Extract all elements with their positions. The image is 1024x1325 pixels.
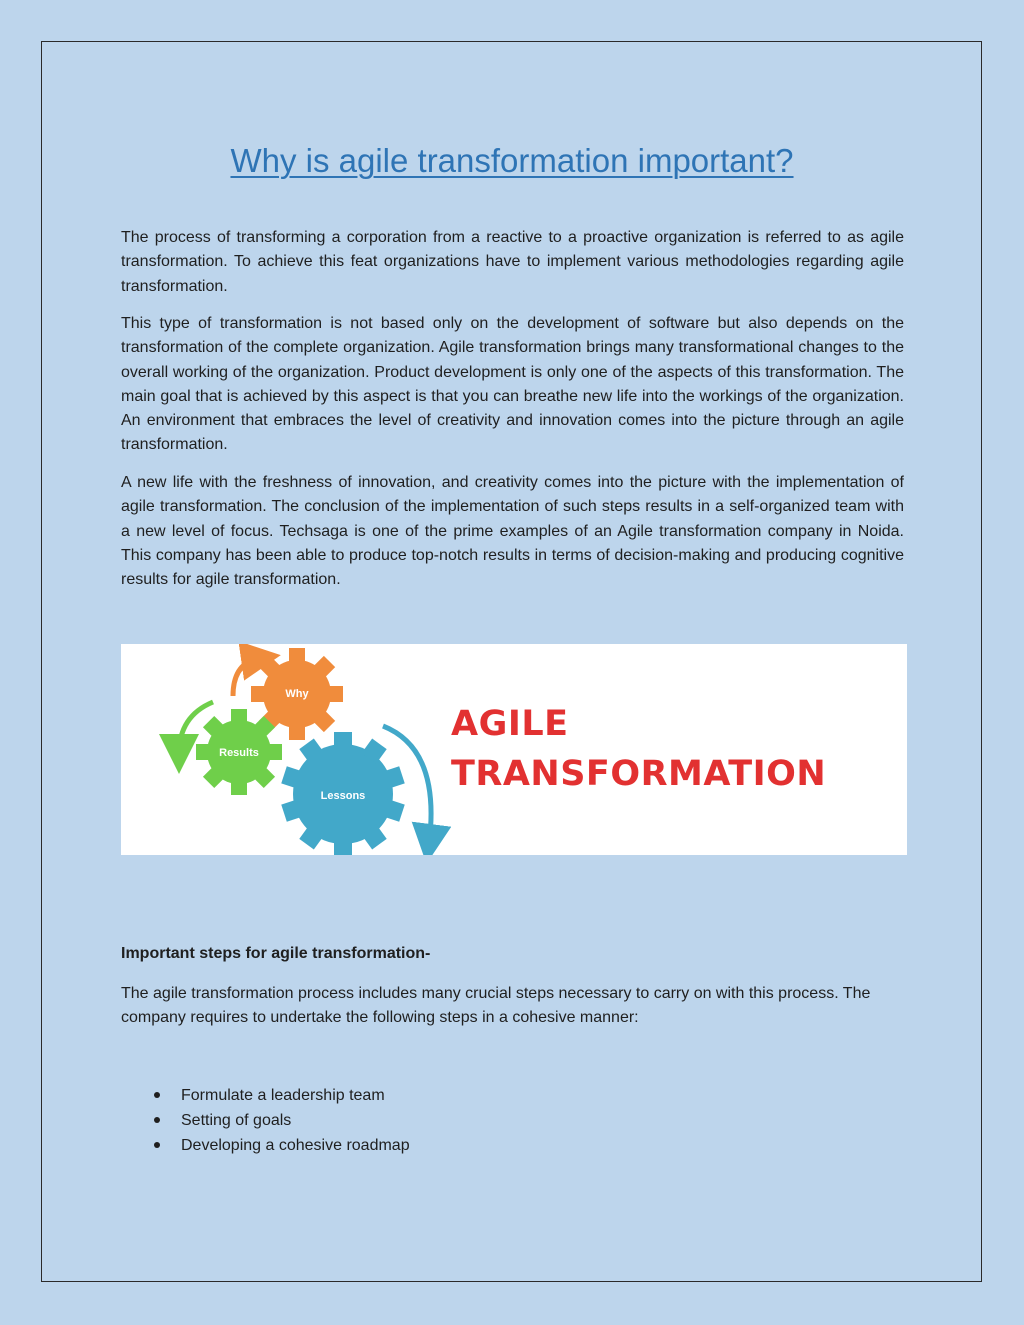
results-gear-label: Results bbox=[219, 747, 259, 759]
why-gear-label: Why bbox=[285, 688, 309, 700]
section-subheading: Important steps for agile transformation- bbox=[121, 945, 431, 962]
list-item: Formulate a leadership team bbox=[121, 1083, 410, 1108]
paragraph-organization: This type of transformation is not based only on the development of software but also depends on the transformation of the complete organization. Agile transformation brings many transformational changes to the overall working of the organization. Product development is only one of the aspects of this transformation. The main goal that is achieved by this aspect is that you can breathe new life into the workings of the organization. An environment that embraces the level of creativity and innovation comes into the picture through an agile transformation. bbox=[121, 315, 904, 454]
agile-transformation-figure bbox=[121, 644, 907, 855]
figure-heading-agile: AGILE bbox=[451, 704, 569, 744]
steps-intro-paragraph: The agile transformation process includes many crucial steps necessary to carry on with this process. The company requires to undertake the following steps in a cohesive manner: bbox=[121, 985, 871, 1027]
paragraph-intro: The process of transforming a corporation from a reactive to a proactive organization is referred to as agile transformation. To achieve this feat organizations have to implement various methodologies regarding agile transformation. bbox=[121, 229, 904, 295]
gears-illustration bbox=[121, 644, 451, 855]
lessons-gear-label: Lessons bbox=[320, 790, 366, 802]
list-item: Setting of goals bbox=[121, 1108, 410, 1133]
figure-heading-transformation: TRANSFORMATION bbox=[451, 754, 827, 794]
list-item: Developing a cohesive roadmap bbox=[121, 1133, 410, 1158]
paragraph-innovation: A new life with the freshness of innovation, and creativity comes into the picture with the implementation of agile transformation. The conclusion of the implementation of such steps results in a self-organized team with a new level of focus. Techsaga is one of the prime examples of an Agile transformation company in Noida. This company has been able to produce top-notch results in terms of decision-making and producing cognitive results for agile transformation. bbox=[121, 474, 904, 589]
steps-list bbox=[121, 1083, 410, 1158]
page-title: Why is agile transformation important? bbox=[230, 142, 794, 179]
